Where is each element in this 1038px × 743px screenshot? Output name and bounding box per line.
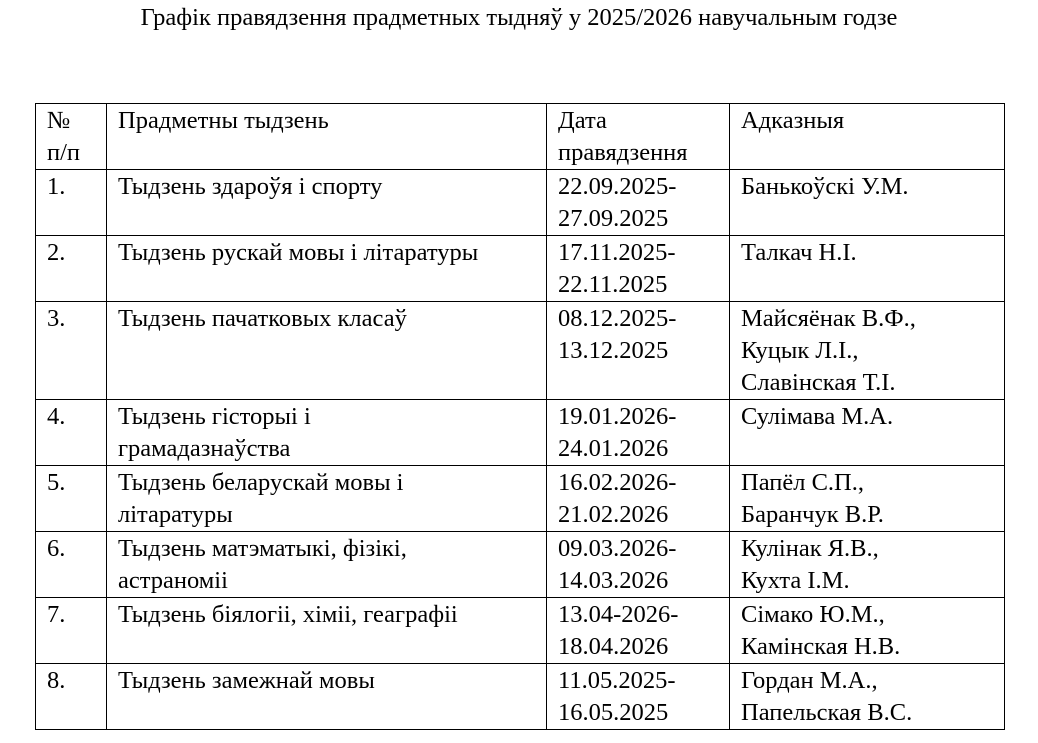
subject-week-cell	[107, 664, 547, 730]
responsible-person: Сулімава М.А.	[741, 403, 894, 430]
date-start: 16.02.2026-	[558, 469, 677, 496]
date-cell	[547, 532, 730, 598]
responsible-person: Куцык Л.І.,	[741, 337, 859, 364]
row-number: 7.	[47, 601, 66, 628]
subject-week-name: Тыдзень гісторыі і	[118, 403, 311, 430]
responsible-person: Талкач Н.І.	[741, 239, 857, 266]
date-start: 22.09.2025-	[558, 173, 677, 200]
responsible-cell	[730, 170, 1005, 236]
table-row	[36, 664, 1005, 730]
row-number: 3.	[47, 305, 66, 332]
date-start: 11.05.2025-	[558, 667, 676, 694]
subject-week-cell	[107, 302, 547, 400]
responsible-person: Славінская Т.І.	[741, 369, 896, 396]
responsible-person: Папёл С.П.,	[741, 469, 864, 496]
date-end: 16.05.2025	[558, 699, 669, 726]
row-number-cell	[36, 598, 107, 664]
date-cell	[547, 302, 730, 400]
subject-week-cell	[107, 170, 547, 236]
row-number-cell	[36, 466, 107, 532]
responsible-person: Баранчук В.Р.	[741, 501, 884, 528]
header-date-line: правядзення	[558, 139, 688, 166]
header-number-line: №	[47, 107, 71, 134]
document-title: Графік правядзення прадметных тыдняў у 2025/2026 навучальным годзе	[140, 4, 898, 31]
responsible-person: Кухта І.М.	[741, 567, 850, 594]
date-start: 08.12.2025-	[558, 305, 677, 332]
date-end: 21.02.2026	[558, 501, 669, 528]
header-responsible-label: Адказныя	[741, 107, 845, 134]
header-subject-week	[107, 104, 547, 170]
subject-week-cell	[107, 598, 547, 664]
date-end: 18.04.2026	[558, 633, 669, 660]
date-cell	[547, 236, 730, 302]
table-row	[36, 598, 1005, 664]
row-number-cell	[36, 664, 107, 730]
date-cell	[547, 598, 730, 664]
date-end: 14.03.2026	[558, 567, 669, 594]
responsible-cell	[730, 532, 1005, 598]
subject-week-name: Тыдзень замежнай мовы	[118, 667, 375, 694]
table-row	[36, 302, 1005, 400]
row-number: 5.	[47, 469, 66, 496]
subject-week-name: астраноміі	[118, 567, 228, 594]
date-end: 22.11.2025	[558, 271, 668, 298]
date-cell	[547, 466, 730, 532]
responsible-cell	[730, 466, 1005, 532]
responsible-person: Кулінак Я.В.,	[741, 535, 879, 562]
responsible-person: Камінская Н.В.	[741, 633, 901, 660]
date-start: 17.11.2025-	[558, 239, 676, 266]
responsible-cell	[730, 400, 1005, 466]
date-cell	[547, 400, 730, 466]
subject-week-name: Тыдзень рускай мовы і літаратуры	[118, 239, 479, 266]
subject-week-cell	[107, 532, 547, 598]
row-number: 6.	[47, 535, 66, 562]
date-end: 27.09.2025	[558, 205, 669, 232]
header-date-line: Дата	[558, 107, 607, 134]
date-cell	[547, 170, 730, 236]
header-number	[36, 104, 107, 170]
table-row	[36, 466, 1005, 532]
subject-week-name: літаратуры	[118, 501, 233, 528]
responsible-person: Сімако Ю.М.,	[741, 601, 885, 628]
table-row	[36, 532, 1005, 598]
responsible-cell	[730, 236, 1005, 302]
subject-week-name: Тыдзень біялогіі, хіміі, геаграфіі	[118, 601, 458, 628]
responsible-person: Папельская В.С.	[741, 699, 913, 726]
date-cell	[547, 664, 730, 730]
table-header-row	[36, 104, 1005, 170]
subject-week-cell	[107, 236, 547, 302]
date-start: 19.01.2026-	[558, 403, 677, 430]
responsible-person: Банькоўскі У.М.	[741, 173, 909, 200]
row-number-cell	[36, 532, 107, 598]
header-number-line: п/п	[47, 139, 81, 166]
subject-week-cell	[107, 466, 547, 532]
subject-week-name: Тыдзень беларускай мовы і	[118, 469, 404, 496]
row-number-cell	[36, 236, 107, 302]
subject-week-name: грамадазнаўства	[118, 435, 291, 462]
header-date	[547, 104, 730, 170]
date-end: 24.01.2026	[558, 435, 669, 462]
table-row	[36, 236, 1005, 302]
subject-week-name: Тыдзень пачатковых класаў	[118, 305, 407, 332]
date-start: 13.04-2026-	[558, 601, 679, 628]
row-number: 2.	[47, 239, 66, 266]
header-subject-week-label: Прадметны тыдзень	[118, 107, 329, 134]
responsible-cell	[730, 598, 1005, 664]
row-number-cell	[36, 170, 107, 236]
responsible-person: Гордан М.А.,	[741, 667, 878, 694]
row-number-cell	[36, 400, 107, 466]
subject-weeks-table	[35, 103, 1005, 730]
row-number-cell	[36, 302, 107, 400]
row-number: 4.	[47, 403, 66, 430]
row-number: 8.	[47, 667, 66, 694]
responsible-cell	[730, 664, 1005, 730]
subject-week-cell	[107, 400, 547, 466]
subject-week-name: Тыдзень здароўя і спорту	[118, 173, 383, 200]
table-row	[36, 170, 1005, 236]
row-number: 1.	[47, 173, 66, 200]
table-row	[36, 400, 1005, 466]
responsible-cell	[730, 302, 1005, 400]
header-responsible	[730, 104, 1005, 170]
responsible-person: Майсяёнак В.Ф.,	[741, 305, 916, 332]
subject-week-name: Тыдзень матэматыкі, фізікі,	[118, 535, 407, 562]
date-start: 09.03.2026-	[558, 535, 677, 562]
date-end: 13.12.2025	[558, 337, 669, 364]
